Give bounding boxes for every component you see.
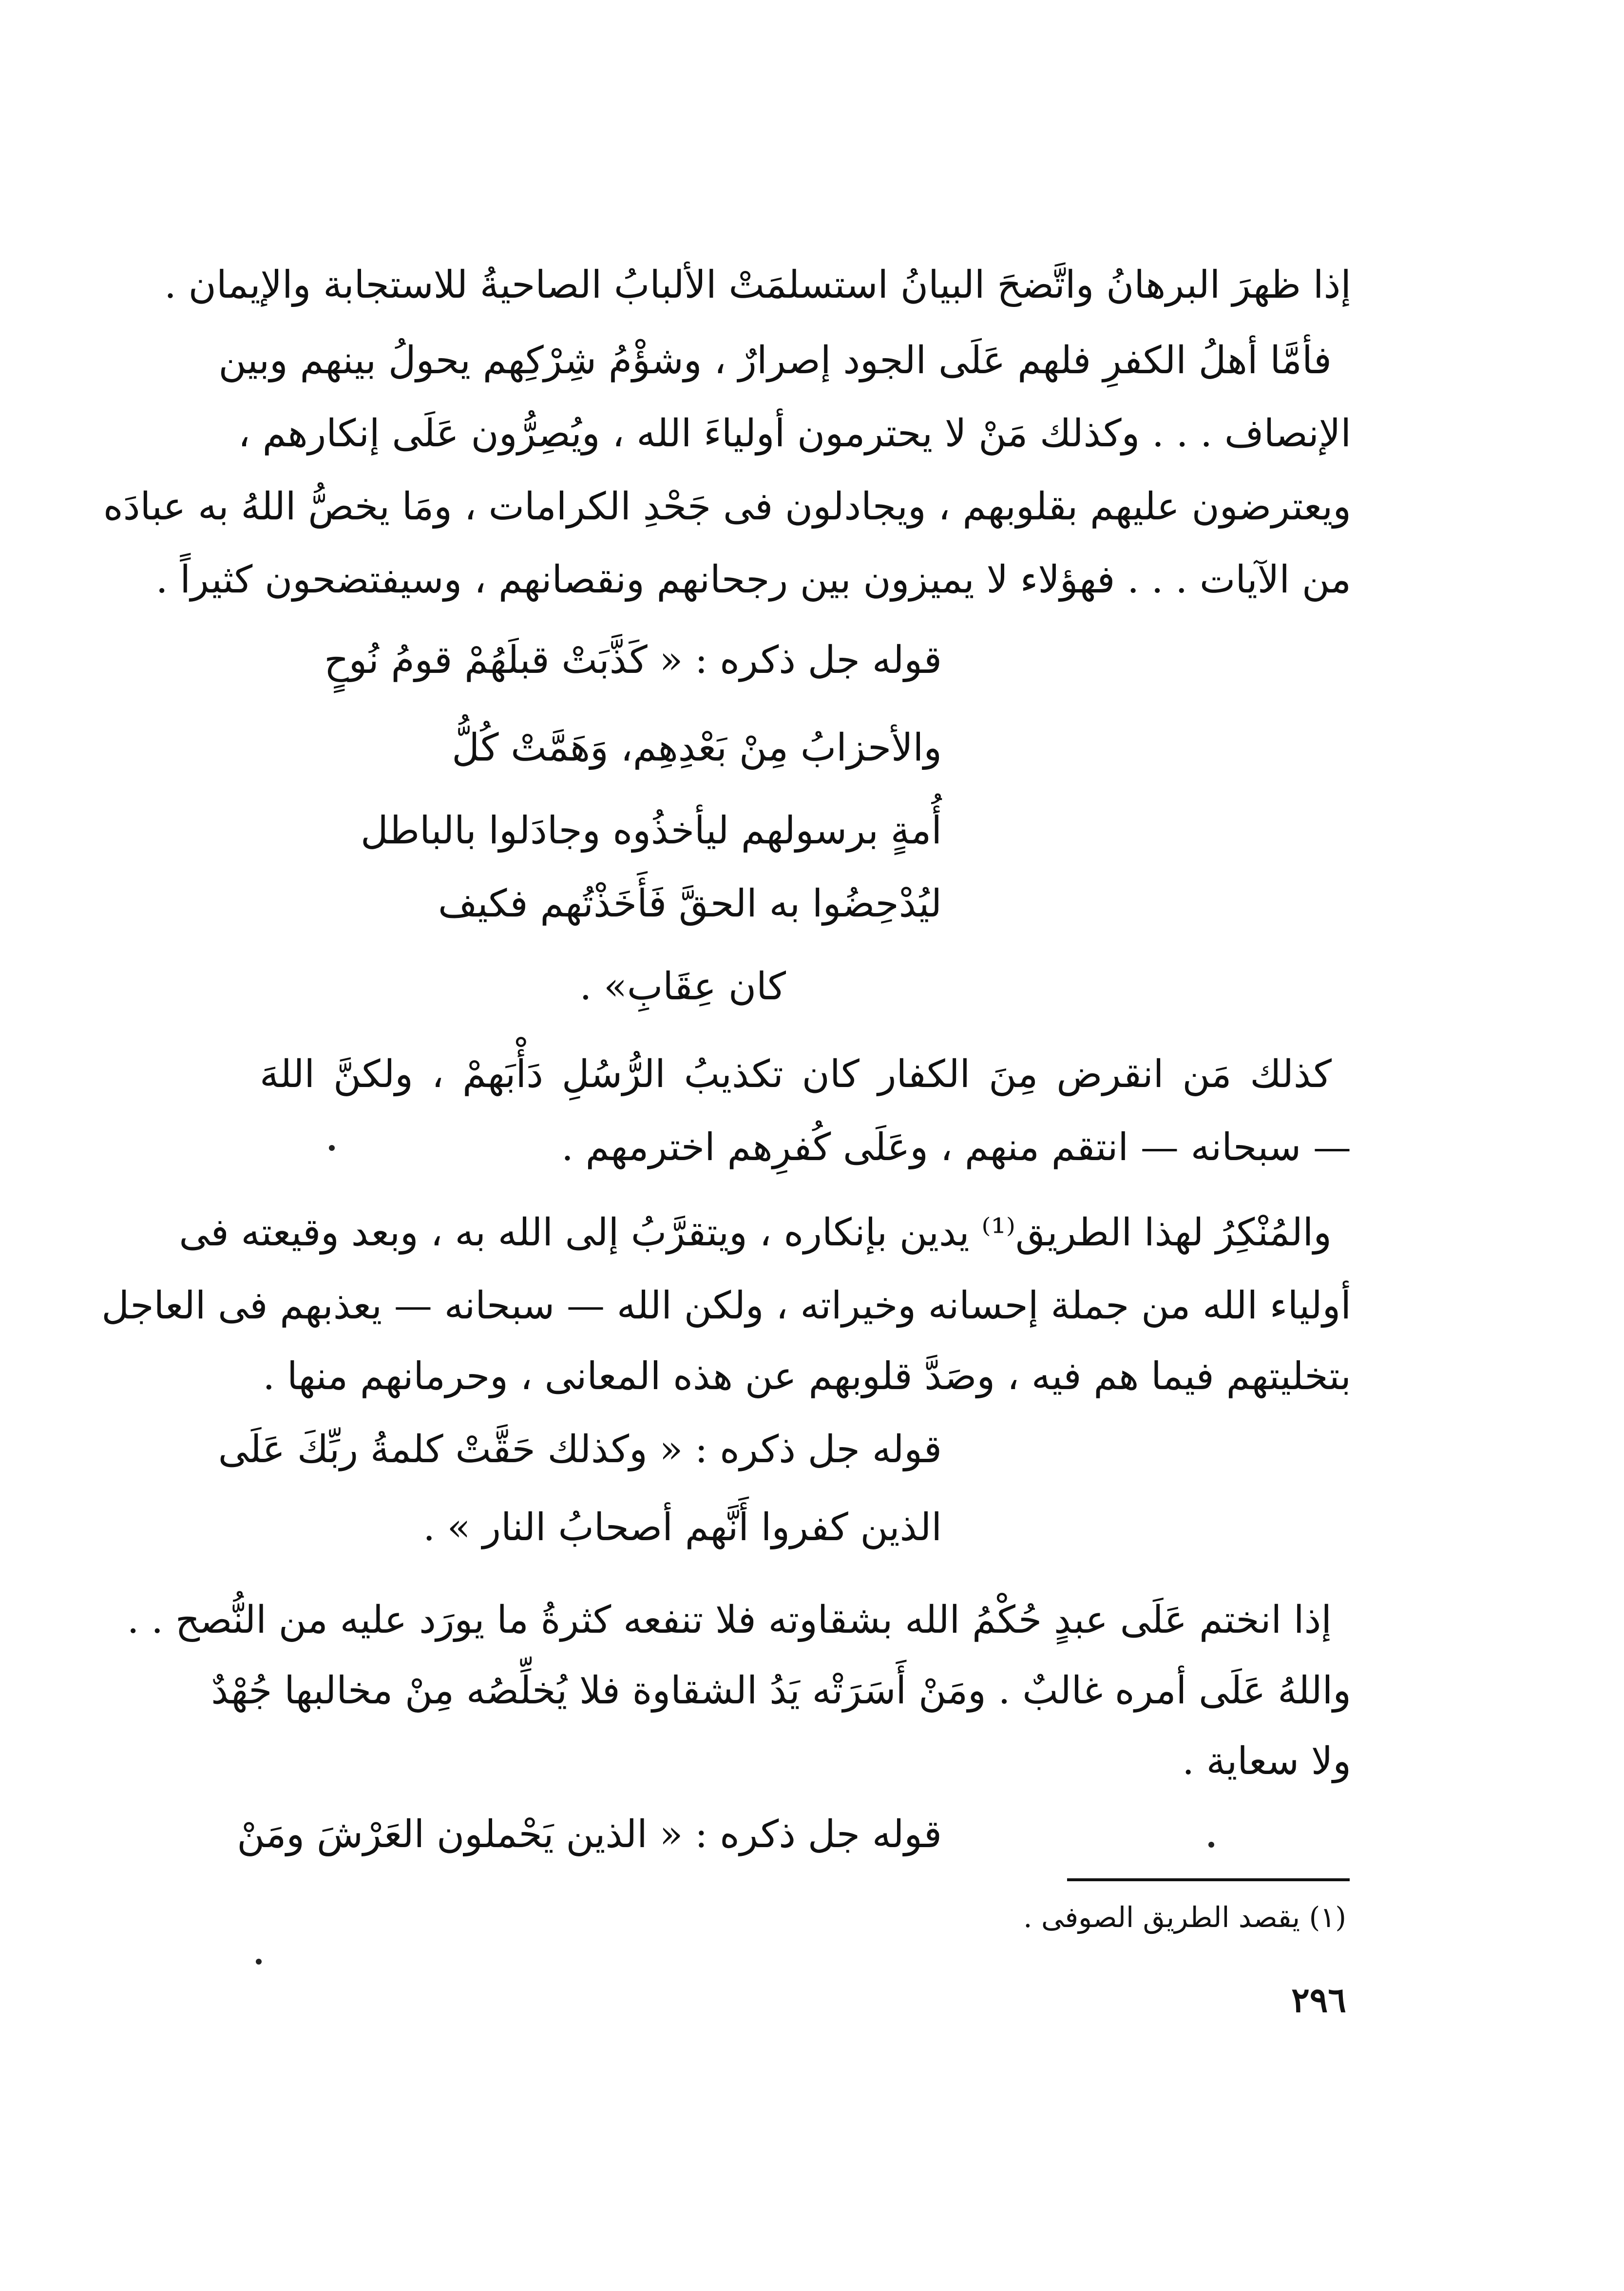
quran-verse-line-6: قوله جل ذكره : « وكذلك حَقَّتْ كلمةُ ربِّكَ عَلَى [218, 1428, 942, 1471]
text-line-3: الإنصاف . . . وكذلك مَنْ لا يحترمون أولياءَ الله ، ويُصِرُّون عَلَى إنكارهم ، [238, 412, 1351, 456]
footnote: (١) يقصد الطريق الصوفى . [1023, 1901, 1346, 1934]
text-line-2: فأمَّا أهلُ الكفرِ فلهم عَلَى الجود إصرارٌ ، وشؤْمُ شِرْكِهم يحولُ بينهم وبين [218, 339, 1332, 382]
text-line-6: كذلك مَن انقرض مِنَ الكفار كان تكذيبُ الرُّسُلِ دَأْبَهمْ ، ولكنَّ اللهَ [260, 1052, 1332, 1096]
text-line-8: والمُنْكِرُ لهذا الطريق⁽¹⁾ يدين بإنكاره ، ويتقرَّبُ إلى الله به ، وبعد وقيعته فى [179, 1211, 1332, 1255]
text-line-9: أولياء الله من جملة إحسانه وخيراته ، ولكن الله — سبحانه — يعذبهم فى العاجل [101, 1284, 1351, 1328]
text-line-7: — سبحانه — انتقم منهم ، وعَلَى كُفرِهم اخترمهم . [561, 1126, 1351, 1169]
quran-verse-line-7: الذين كفروا أَنَّهم أصحابُ النار » . [423, 1506, 942, 1549]
quran-verse-line-1: قوله جل ذكره : « كَذَّبَتْ قبلَهُمْ قومُ نُوحٍ [324, 638, 942, 682]
text-line-1: إذا ظهرَ البرهانُ واتَّضحَ البيانُ استسلمَتْ الألبابُ الصاحيةُ للاستجابة والإيمان . [164, 263, 1351, 307]
print-speck [329, 1145, 335, 1151]
text-line-4: ويعترضون عليهم بقلوبهم ، ويجادلون فى جَحْدِ الكرامات ، ومَا يخصُّ اللهُ به عبادَه [103, 485, 1351, 529]
print-speck [1208, 1842, 1214, 1848]
text-line-5: من الآيات . . . فهؤلاء لا يميزون بين رجحانهم ونقصانهم ، وسيفتضحون كثيراً . [155, 558, 1351, 602]
page-number: ٢٩٦ [1291, 1980, 1346, 2020]
footnote-separator [1067, 1878, 1350, 1881]
quran-verse-line-2: والأحزابُ مِنْ بَعْدِهِم، وَهَمَّتْ كُلُّ [452, 726, 942, 770]
text-line-10: بتخليتهم فيما هم فيه ، وصَدَّ قلوبهم عن هذه المعانى ، وحرمانهم منها . [263, 1355, 1351, 1398]
text-line-12: واللهُ عَلَى أمره غالبٌ . ومَنْ أَسَرَتْه يَدُ الشقاوة فلا يُخلِّصُه مِنْ مخالبها جُهْدٌ [211, 1669, 1351, 1713]
quran-verse-line-4: ليُدْحِضُوا به الحقَّ فَأَخَذْتُهم فكيف [438, 882, 942, 926]
print-speck [256, 1959, 262, 1965]
text-line-13: ولا سعاية . [1182, 1739, 1351, 1783]
quran-verse-line-5: كان عِقَابِ» . [579, 965, 786, 1009]
quran-verse-line-3: أُمةٍ برسولهم ليأخذُوه وجادَلوا بالباطل [360, 809, 942, 853]
text-line-11: إذا انختم عَلَى عبدٍ حُكْمُ الله بشقاوته فلا تنفعه كثرةُ ما يورَد عليه من النُّصح . . [127, 1598, 1332, 1642]
quran-verse-line-8: قوله جل ذكره : « الذين يَحْملون العَرْشَ ومَنْ [237, 1813, 942, 1856]
